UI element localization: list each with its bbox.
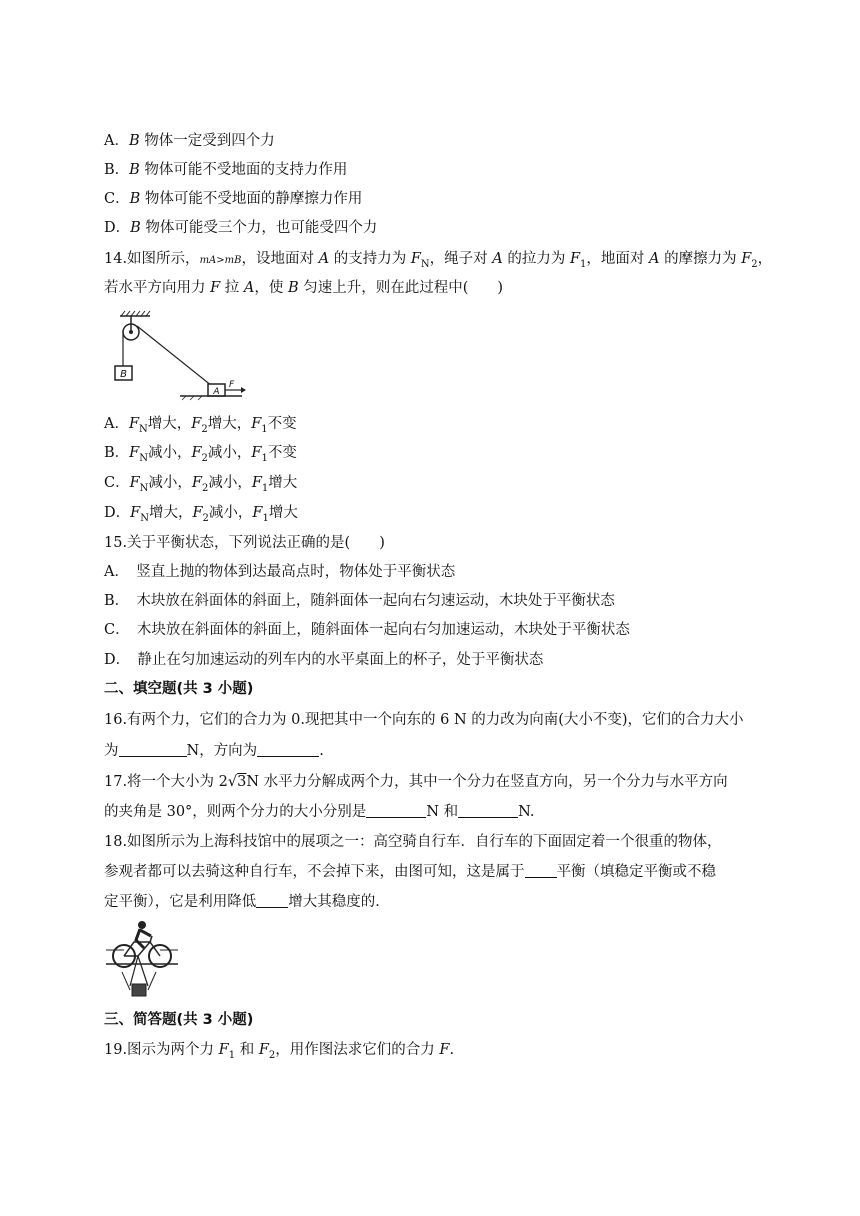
q15-option-b: B． 木块放在斜面体的斜面上，随斜面体一起向右匀速运动，木块处于平衡状态 xyxy=(104,593,615,609)
q14-option-c: C．$F_N$减小，$F_2$减小，$F_1$增大 xyxy=(104,475,298,494)
q18-line2: 参观者都可以去骑这种自行车，不会掉下来，由图可知，这是属于 平衡（填稳定平衡或不稳 xyxy=(104,864,716,880)
q17-blank-force2[interactable] xyxy=(458,802,518,818)
q14-pulley-figure xyxy=(110,310,250,402)
q16-line2: 为 N，方向为 . xyxy=(104,743,324,759)
q16-blank-direction[interactable] xyxy=(257,741,319,757)
q18-bicycle-figure xyxy=(104,920,180,1000)
q18-blank-lowered[interactable] xyxy=(256,892,288,908)
heavy-weight xyxy=(132,984,146,996)
q14-option-a: A．$F_N$增大，$F_2$增大，$F_1$不变 xyxy=(104,416,297,435)
q14-option-d: D．$F_N$增大，$F_2$减小，$F_1$增大 xyxy=(104,505,298,524)
q15-option-a: A． 竖直上抛的物体到达最高点时，物体处于平衡状态 xyxy=(104,564,456,580)
q15-option-c: C． 木块放在斜面体的斜面上，随斜面体一起向右匀加速运动，木块处于平衡状态 xyxy=(104,622,630,638)
q13-option-d: D．B 物体可能受三个力，也可能受四个力 xyxy=(104,220,378,236)
q13-option-c: C．B 物体可能不受地面的静摩擦力作用 xyxy=(104,191,363,207)
svg-text:F: F xyxy=(229,380,235,390)
q18-line3: 定平衡），它是利用降低 增大其稳度的． xyxy=(104,894,390,910)
q14-stem-line1: 14.如图所示，mA>mB，设地面对 A 的支持力为 $F_N$，绳子对 A 的拉力为 $F_1$，地面对 A 的摩擦力为 $F_2$， xyxy=(104,251,773,270)
section-fill-in-heading: 二、填空题(共 3 小题) xyxy=(104,681,254,697)
svg-text:A: A xyxy=(213,387,220,397)
q15-option-d: D． 静止在匀加速运动的列车内的水平桌面上的杯子，处于平衡状态 xyxy=(104,652,544,668)
q13-option-a: A．B 物体一定受到四个力 xyxy=(104,133,275,149)
sqrt-sign: √ xyxy=(227,774,238,790)
q14-stem-line2: 若水平方向用力 F 拉 A，使 B 匀速上升，则在此过程中( ) xyxy=(104,280,504,296)
svg-text:B: B xyxy=(120,369,127,380)
q13-option-b: B．B 物体可能不受地面的支持力作用 xyxy=(104,162,348,178)
q16-line1: 16.有两个力，它们的合力为 0.现把其中一个向东的 6 N 的力改为向南(大小不变)，它们的合力大小 xyxy=(104,712,744,728)
q17-line1: 17.将一个大小为 2√3N 水平力分解成两个力，其中一个分力在竖直方向，另一个分力与水平方向 xyxy=(104,774,728,790)
rider-head xyxy=(138,921,146,929)
q17-blank-force1[interactable] xyxy=(366,802,426,818)
q19-stem: 19.图示为两个力 $F_1$ 和 $F_2$，用作图法求它们的合力 F. xyxy=(104,1042,455,1061)
q17-line2: 的夹角是 30°，则两个分力的大小分别是 N 和 N. xyxy=(104,804,535,820)
q15-stem: 15.关于平衡状态，下列说法正确的是( ) xyxy=(104,535,385,551)
q18-blank-equilibrium[interactable] xyxy=(525,862,557,878)
q16-blank-magnitude[interactable] xyxy=(119,741,187,757)
q18-line1: 18.如图所示为上海科技馆中的展项之一：高空骑自行车．自行车的下面固定着一个很重的物体， xyxy=(104,834,722,850)
q14-option-b: B．$F_N$减小，$F_2$减小，$F_1$不变 xyxy=(104,445,297,464)
section-short-answer-heading: 三、简答题(共 3 小题) xyxy=(104,1012,254,1028)
